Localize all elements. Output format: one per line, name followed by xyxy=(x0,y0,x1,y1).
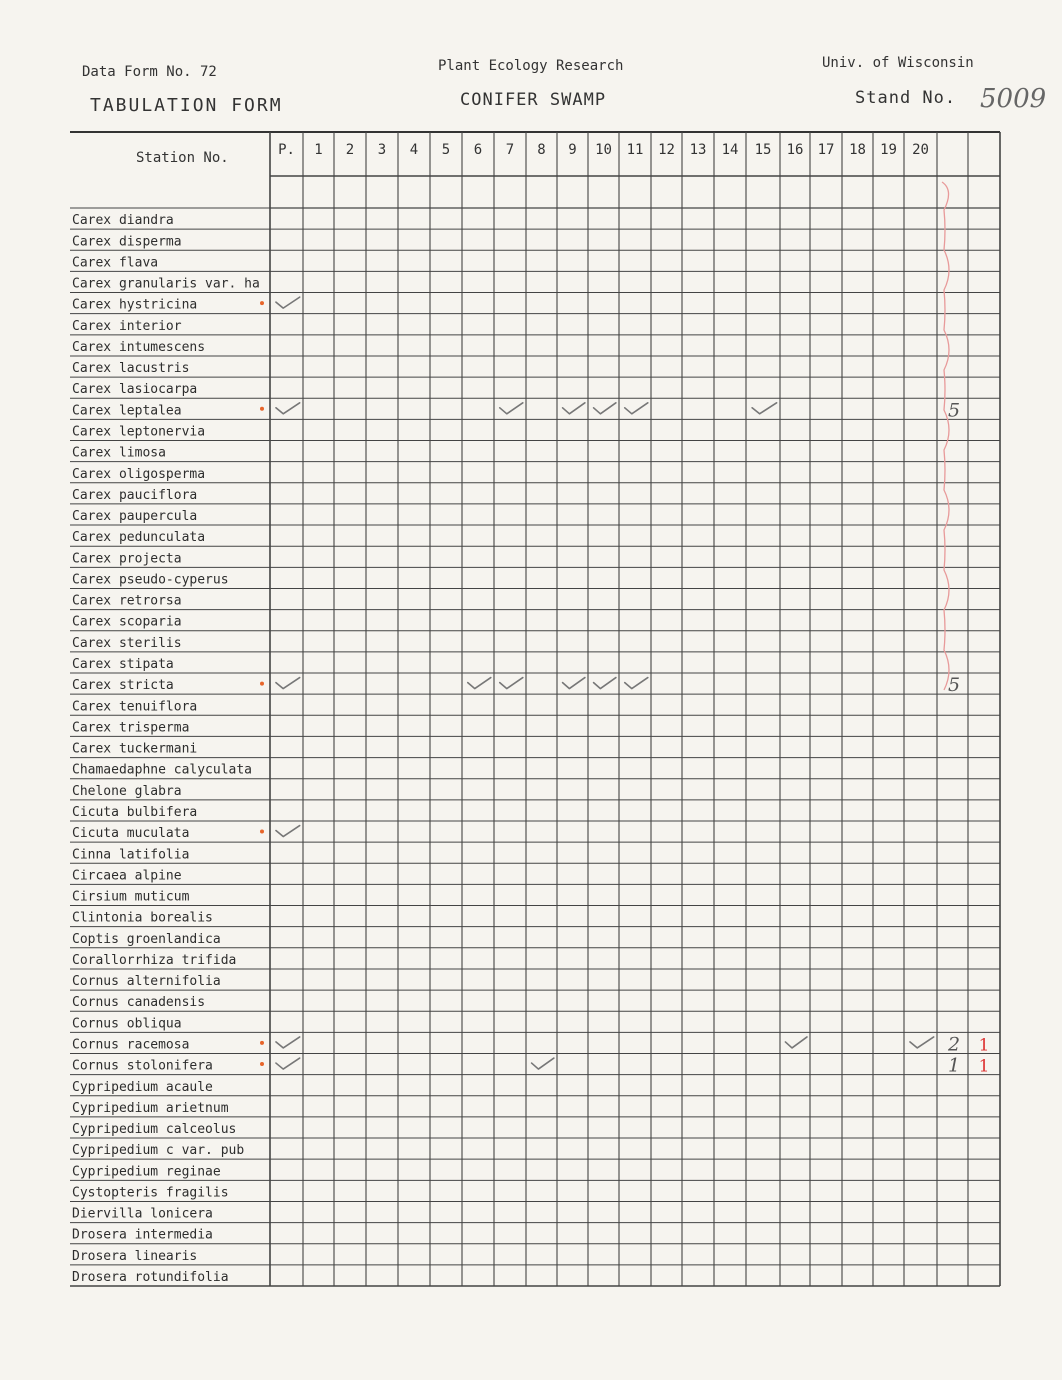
species-name: Carex leptonervia xyxy=(72,424,206,440)
check-mark xyxy=(910,1037,934,1048)
species-name: Cornus obliqua xyxy=(72,1016,182,1032)
species-name: Carex scoparia xyxy=(72,614,182,630)
species-name: Cicuta bulbifera xyxy=(72,804,198,820)
university-name: Univ. of Wisconsin xyxy=(822,55,974,71)
species-name: Carex oligosperma xyxy=(72,466,206,482)
row-marker xyxy=(260,301,264,305)
column-header: 4 xyxy=(409,142,419,158)
species-name: Carex lasiocarpa xyxy=(72,382,198,398)
red-pencil-line xyxy=(942,182,949,690)
check-mark xyxy=(468,678,491,689)
species-name: Corallorrhiza trifida xyxy=(72,952,237,968)
species-name: Cypripedium c var. pub xyxy=(72,1143,245,1159)
species-name: Cornus canadensis xyxy=(72,995,206,1011)
column-header: 7 xyxy=(505,142,515,158)
red-tally-value: 1 xyxy=(978,1035,990,1056)
column-header: 10 xyxy=(595,142,612,158)
column-header: 1 xyxy=(314,142,323,158)
row-marker xyxy=(260,1041,264,1045)
column-header: 6 xyxy=(473,142,483,158)
species-name: Carex stipata xyxy=(72,657,174,673)
column-header: 9 xyxy=(568,142,577,158)
column-header: P. xyxy=(278,142,295,158)
species-name: Cicuta muculata xyxy=(72,826,190,842)
total-value: 2 xyxy=(947,1033,961,1056)
check-mark xyxy=(276,403,300,414)
species-name: Clintonia borealis xyxy=(72,910,213,926)
check-mark xyxy=(276,1037,300,1048)
species-name: Carex leptalea xyxy=(72,403,182,419)
station-number-label: Station No. xyxy=(136,150,229,166)
stand-number-value: 5009 xyxy=(980,84,1047,114)
species-name: Cornus stolonifera xyxy=(72,1058,213,1074)
column-header: 17 xyxy=(817,142,835,158)
species-name: Carex tenuiflora xyxy=(72,699,198,715)
column-header: 15 xyxy=(754,142,772,158)
species-name: Cypripedium acaule xyxy=(72,1079,213,1095)
column-header: 11 xyxy=(626,142,644,158)
column-header: 13 xyxy=(689,142,707,158)
check-mark xyxy=(752,403,776,414)
check-mark xyxy=(563,403,585,414)
check-mark xyxy=(594,403,616,414)
species-name: Chamaedaphne calyculata xyxy=(72,762,253,778)
total-value: 5 xyxy=(947,399,961,422)
check-mark xyxy=(276,1058,300,1069)
check-mark xyxy=(532,1058,554,1069)
species-name: Carex stricta xyxy=(72,678,174,694)
species-name: Carex projecta xyxy=(72,551,182,567)
species-name: Carex retrorsa xyxy=(72,593,182,609)
column-header: 3 xyxy=(377,142,387,158)
species-name: Carex pauciflora xyxy=(72,487,198,503)
check-mark xyxy=(276,678,300,689)
column-header: 19 xyxy=(880,142,897,158)
species-name: Carex diandra xyxy=(72,213,174,229)
column-header: 8 xyxy=(537,142,546,158)
species-name: Drosera rotundifolia xyxy=(72,1270,229,1285)
check-mark xyxy=(625,678,648,689)
check-mark xyxy=(276,297,300,308)
species-name: Cinna latifolia xyxy=(72,847,190,863)
column-header: 18 xyxy=(849,142,866,158)
species-name: Cirsium muticum xyxy=(72,889,190,905)
species-name: Carex granularis var. ha xyxy=(72,276,260,292)
column-header: 20 xyxy=(912,142,929,158)
species-name: Cypripedium calceolus xyxy=(72,1122,237,1138)
species-name: Drosera linearis xyxy=(72,1248,198,1264)
check-mark xyxy=(625,403,648,414)
department-name: Plant Ecology Research xyxy=(438,58,624,74)
species-name: Carex pedunculata xyxy=(72,530,206,546)
species-name: Carex tuckermani xyxy=(72,741,198,757)
stand-number-label: Stand No. xyxy=(855,88,957,108)
total-value: 5 xyxy=(947,674,961,697)
species-name: Carex limosa xyxy=(72,445,166,461)
species-name: Carex interior xyxy=(72,318,182,334)
form-type: CONIFER SWAMP xyxy=(460,90,607,110)
species-name: Carex paupercula xyxy=(72,509,198,525)
species-name: Carex trisperma xyxy=(72,720,190,736)
check-mark xyxy=(785,1037,807,1048)
total-value: 1 xyxy=(947,1054,961,1077)
row-marker xyxy=(260,407,264,411)
check-mark xyxy=(500,403,523,414)
species-name: Cornus racemosa xyxy=(72,1037,190,1053)
row-marker xyxy=(260,682,264,686)
species-name: Carex flava xyxy=(72,255,159,271)
species-name: Diervilla lonicera xyxy=(72,1206,213,1222)
species-name: Carex disperma xyxy=(72,234,182,250)
species-name: Carex pseudo-cyperus xyxy=(72,572,229,588)
red-tally-value: 1 xyxy=(978,1056,990,1077)
species-name: Cornus alternifolia xyxy=(72,974,221,990)
species-name: Carex lacustris xyxy=(72,361,190,377)
row-marker xyxy=(260,1062,264,1066)
check-mark xyxy=(563,678,585,689)
species-name: Coptis groenlandica xyxy=(72,931,221,947)
species-name: Cystopteris fragilis xyxy=(72,1185,229,1201)
species-name: Carex sterilis xyxy=(72,635,182,651)
species-name: Circaea alpine xyxy=(72,868,182,884)
species-name: Carex hystricina xyxy=(72,297,198,313)
species-name: Chelone glabra xyxy=(72,783,182,799)
column-header: 5 xyxy=(441,142,451,158)
species-name: Cypripedium reginae xyxy=(72,1164,221,1180)
column-header: 14 xyxy=(721,142,739,158)
column-header: 2 xyxy=(345,142,355,158)
column-header: 16 xyxy=(786,142,804,158)
species-name: Drosera intermedia xyxy=(72,1227,213,1243)
species-name: Carex intumescens xyxy=(72,339,206,355)
row-marker xyxy=(260,830,264,834)
column-header: 12 xyxy=(658,142,675,158)
species-name: Cypripedium arietnum xyxy=(72,1100,229,1116)
check-mark xyxy=(500,678,523,689)
form-number: Data Form No. 72 xyxy=(82,64,217,80)
check-mark xyxy=(276,826,300,837)
form-title: TABULATION FORM xyxy=(90,95,283,116)
check-mark xyxy=(594,678,616,689)
